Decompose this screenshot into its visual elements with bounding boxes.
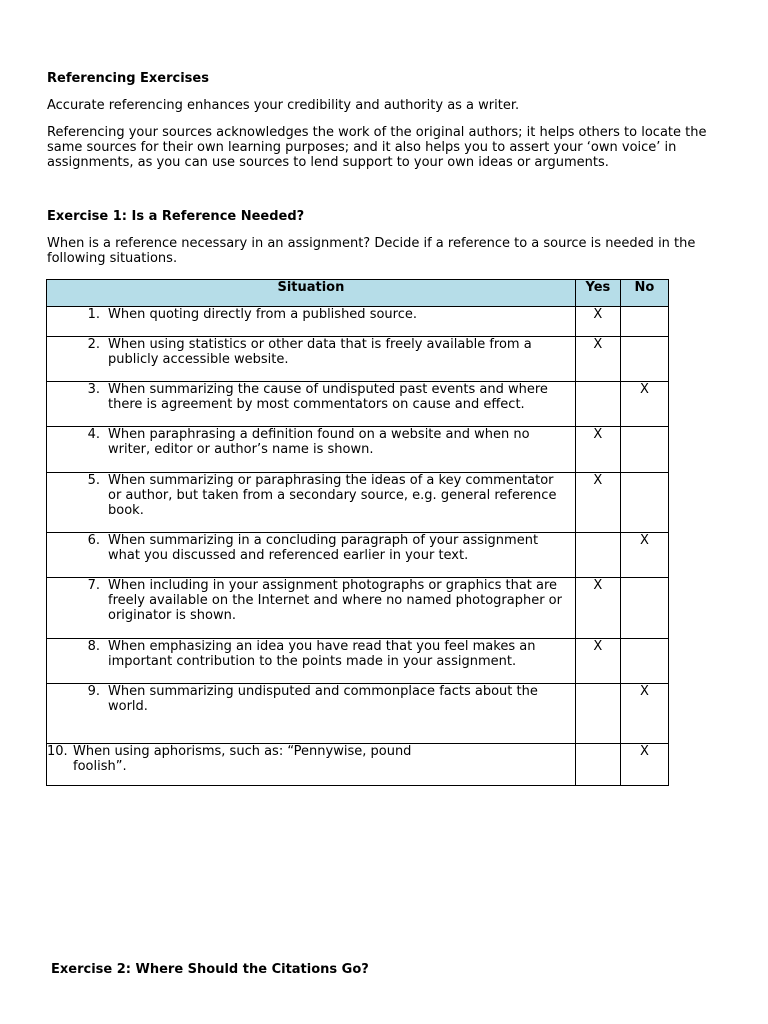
table-row bbox=[47, 427, 669, 473]
row-yes-mark: X bbox=[575, 337, 620, 382]
row-no-mark bbox=[620, 473, 668, 533]
table-header-row bbox=[47, 280, 669, 307]
row-no-mark bbox=[620, 337, 668, 382]
row-situation: When including in your assignment photographs or graphics that are freely available on the Internet and where no named photographer or originator is shown. bbox=[108, 578, 562, 623]
table-row bbox=[47, 382, 669, 427]
row-no-mark: X bbox=[620, 382, 668, 427]
row-situation: When using aphorisms, such as: “Pennywise, pound foolish”. bbox=[73, 744, 412, 774]
table-row bbox=[47, 744, 669, 786]
row-yes-mark bbox=[575, 684, 620, 744]
header-no: No bbox=[620, 280, 668, 307]
table-row bbox=[47, 473, 669, 533]
reference-table bbox=[46, 279, 669, 786]
row-no-mark: X bbox=[620, 684, 668, 744]
table-row bbox=[47, 533, 669, 578]
row-yes-mark bbox=[575, 382, 620, 427]
row-number: 8. bbox=[87, 639, 100, 654]
row-yes-mark: X bbox=[575, 639, 620, 684]
exercise-2-title: Exercise 2: Where Should the Citations Go? bbox=[51, 962, 369, 977]
row-number: 5. bbox=[87, 473, 100, 488]
row-situation: When using statistics or other data that is freely available from a publicly accessible website. bbox=[108, 337, 532, 367]
row-yes-mark: X bbox=[575, 307, 620, 337]
intro-paragraph-2: Referencing your sources acknowledges the work of the original authors; it helps others to locate the same sources for their own learning purposes; and it also helps you to assert your ‘own voice’ in assignments, as you can use sources to lend support to your own ideas or arguments. bbox=[47, 125, 707, 170]
row-yes-mark: X bbox=[575, 473, 620, 533]
row-situation: When summarizing undisputed and commonplace facts about the world. bbox=[108, 684, 538, 714]
row-yes-mark bbox=[575, 744, 620, 786]
row-situation: When summarizing in a concluding paragraph of your assignment what you discussed and referenced earlier in your text. bbox=[108, 533, 539, 563]
document-title: Referencing Exercises bbox=[47, 71, 209, 86]
row-no-mark bbox=[620, 427, 668, 473]
table-row bbox=[47, 578, 669, 639]
row-no-mark bbox=[620, 578, 668, 639]
row-situation: When emphasizing an idea you have read that you feel makes an important contribution to the points made in your assignment. bbox=[108, 639, 536, 669]
row-number: 6. bbox=[87, 533, 100, 548]
header-yes: Yes bbox=[575, 280, 620, 307]
row-situation: When quoting directly from a published source. bbox=[108, 307, 417, 322]
row-number: 1. bbox=[87, 307, 100, 322]
row-yes-mark: X bbox=[575, 427, 620, 473]
row-yes-mark: X bbox=[575, 578, 620, 639]
exercise-1-prompt: When is a reference necessary in an assignment? Decide if a reference to a source is needed in the following situations. bbox=[47, 236, 696, 266]
row-no-mark: X bbox=[620, 744, 668, 786]
exercise-1-title: Exercise 1: Is a Reference Needed? bbox=[47, 209, 305, 224]
row-no-mark bbox=[620, 307, 668, 337]
row-situation: When summarizing the cause of undisputed past events and where there is agreement by most commentators on cause and effect. bbox=[108, 382, 548, 412]
row-no-mark bbox=[620, 639, 668, 684]
table-row bbox=[47, 307, 669, 337]
table-row bbox=[47, 639, 669, 684]
row-number: 10. bbox=[47, 744, 68, 759]
header-situation: Situation bbox=[47, 280, 576, 307]
row-number: 3. bbox=[87, 382, 100, 397]
row-number: 4. bbox=[87, 427, 100, 442]
table-row bbox=[47, 684, 669, 744]
row-situation: When summarizing or paraphrasing the ideas of a key commentator or author, but taken from a secondary source, e.g. general reference book. bbox=[108, 473, 557, 518]
intro-paragraph-1: Accurate referencing enhances your credibility and authority as a writer. bbox=[47, 98, 520, 113]
row-number: 9. bbox=[87, 684, 100, 699]
row-yes-mark bbox=[575, 533, 620, 578]
row-no-mark: X bbox=[620, 533, 668, 578]
row-number: 7. bbox=[87, 578, 100, 593]
row-number: 2. bbox=[87, 337, 100, 352]
row-situation: When paraphrasing a definition found on a website and when no writer, editor or author’s name is shown. bbox=[108, 427, 530, 457]
table-row bbox=[47, 337, 669, 382]
